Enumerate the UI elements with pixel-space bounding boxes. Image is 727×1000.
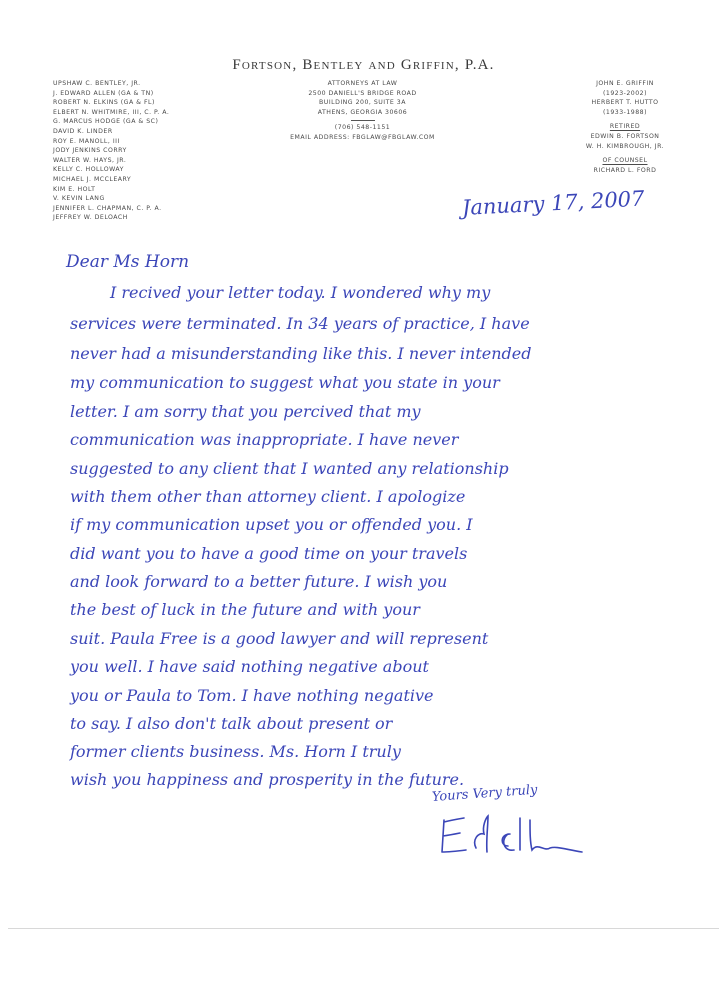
letter-line: suggested to any client that I wanted any relationship <box>70 459 509 478</box>
letter-line: to say. I also don't talk about present or <box>70 714 393 733</box>
letter-line: my communication to suggest what you state in your <box>70 373 500 392</box>
firm-name: Fortson, Bentley and Griffin, P.A. <box>232 57 495 73</box>
letter-line: the best of luck in the future and with your <box>70 600 420 619</box>
letter-line: you or Paula to Tom. I have nothing negative <box>70 686 434 705</box>
letter-line: letter. I am sorry that you percived that my <box>70 402 421 421</box>
attorney-list <box>53 79 253 223</box>
attorney-name: JEFFREY W. DELOACH <box>53 214 128 222</box>
retired-heading: RETIRED <box>609 123 641 131</box>
attorney-name: UPSHAW C. BENTLEY, JR. <box>53 80 141 87</box>
attorney-name: V. KEVIN LANG <box>53 195 105 203</box>
memorial-name: JOHN E. GRIFFIN <box>596 80 654 87</box>
address-divider <box>351 120 375 121</box>
memorial-name: HERBERT T. HUTTO <box>591 99 659 107</box>
salutation: Dear Ms Horn <box>66 252 190 272</box>
attorney-name: ELBERT N. WHITMIRE, III, C. P. A. <box>53 108 170 116</box>
letter-line: wish you happiness and prosperity in the future. <box>70 770 465 789</box>
retired-name: EDWIN B. FORTSON <box>590 132 660 140</box>
phone-number: (706) 548-1151 <box>334 124 391 132</box>
of-counsel-heading: OF COUNSEL <box>602 157 648 165</box>
attorney-name: KELLY C. HOLLOWAY <box>53 166 124 174</box>
firm-title: ATTORNEYS AT LAW <box>327 80 398 87</box>
building-address: BUILDING 200, SUITE 3A <box>319 99 406 107</box>
attorney-name: ROY E. MANOLL, III <box>53 137 120 145</box>
attorney-name: JODY JENKINS CORRY <box>53 147 127 155</box>
attorney-name: JENNIFER L. CHAPMAN, C. P. A. <box>53 204 162 212</box>
letter-line: if my communication upset you or offended you. I <box>70 515 473 534</box>
letter-line: communication was inappropriate. I have never <box>70 430 459 449</box>
attorney-name: KIM E. HOLT <box>53 185 96 193</box>
street-address: 2500 DANIELL'S BRIDGE ROAD <box>308 89 417 97</box>
memorial-years: (1933-1988) <box>602 108 648 116</box>
attorney-name: MICHAEL J. MCCLEARY <box>53 175 132 183</box>
letter-line: and look forward to a better future. I wish you <box>70 572 448 591</box>
attorney-name: G. MARCUS HODGE (GA & SC) <box>53 118 159 126</box>
attorney-name: J. EDWARD ALLEN (GA & TN) <box>53 89 154 97</box>
letter-line: former clients business. Ms. Horn I truly <box>70 742 401 761</box>
letter-line: services were terminated. In 34 years of practice, I have <box>70 314 530 333</box>
attorney-name: ROBERT N. ELKINS (GA & FL) <box>53 99 155 107</box>
firm-address-block <box>255 79 470 143</box>
letter-date: January 17, 2007 <box>461 186 645 220</box>
city-address: ATHENS, GEORGIA 30606 <box>317 108 408 116</box>
page-bottom-edge <box>8 928 719 929</box>
retired-name: W. H. KIMBROUGH, JR. <box>585 142 665 150</box>
letter-line: you well. I have said nothing negative about <box>70 657 429 676</box>
letter-line: with them other than attorney client. I apologize <box>70 487 466 506</box>
letter-line: suit. Paula Free is a good lawyer and will represent <box>70 629 489 648</box>
email-address: EMAIL ADDRESS: FBGLAW@FBGLAW.COM <box>290 133 435 141</box>
attorney-name: WALTER W. HAYS, JR. <box>53 156 127 164</box>
attorney-name: DAVID K. LINDER <box>53 127 113 135</box>
of-counsel-name: RICHARD L. FORD <box>593 166 657 174</box>
memorial-years: (1923-2002) <box>602 89 648 97</box>
letter-line: I recived your letter today. I wondered why my <box>110 283 491 302</box>
letter-line: did want you to have a good time on your travels <box>70 544 468 563</box>
letter-line: never had a misunderstanding like this. I never intended <box>70 344 532 363</box>
partner-status-block <box>560 79 690 175</box>
letter-closing: Yours Very truly <box>431 782 538 805</box>
signature-mark <box>438 812 588 882</box>
